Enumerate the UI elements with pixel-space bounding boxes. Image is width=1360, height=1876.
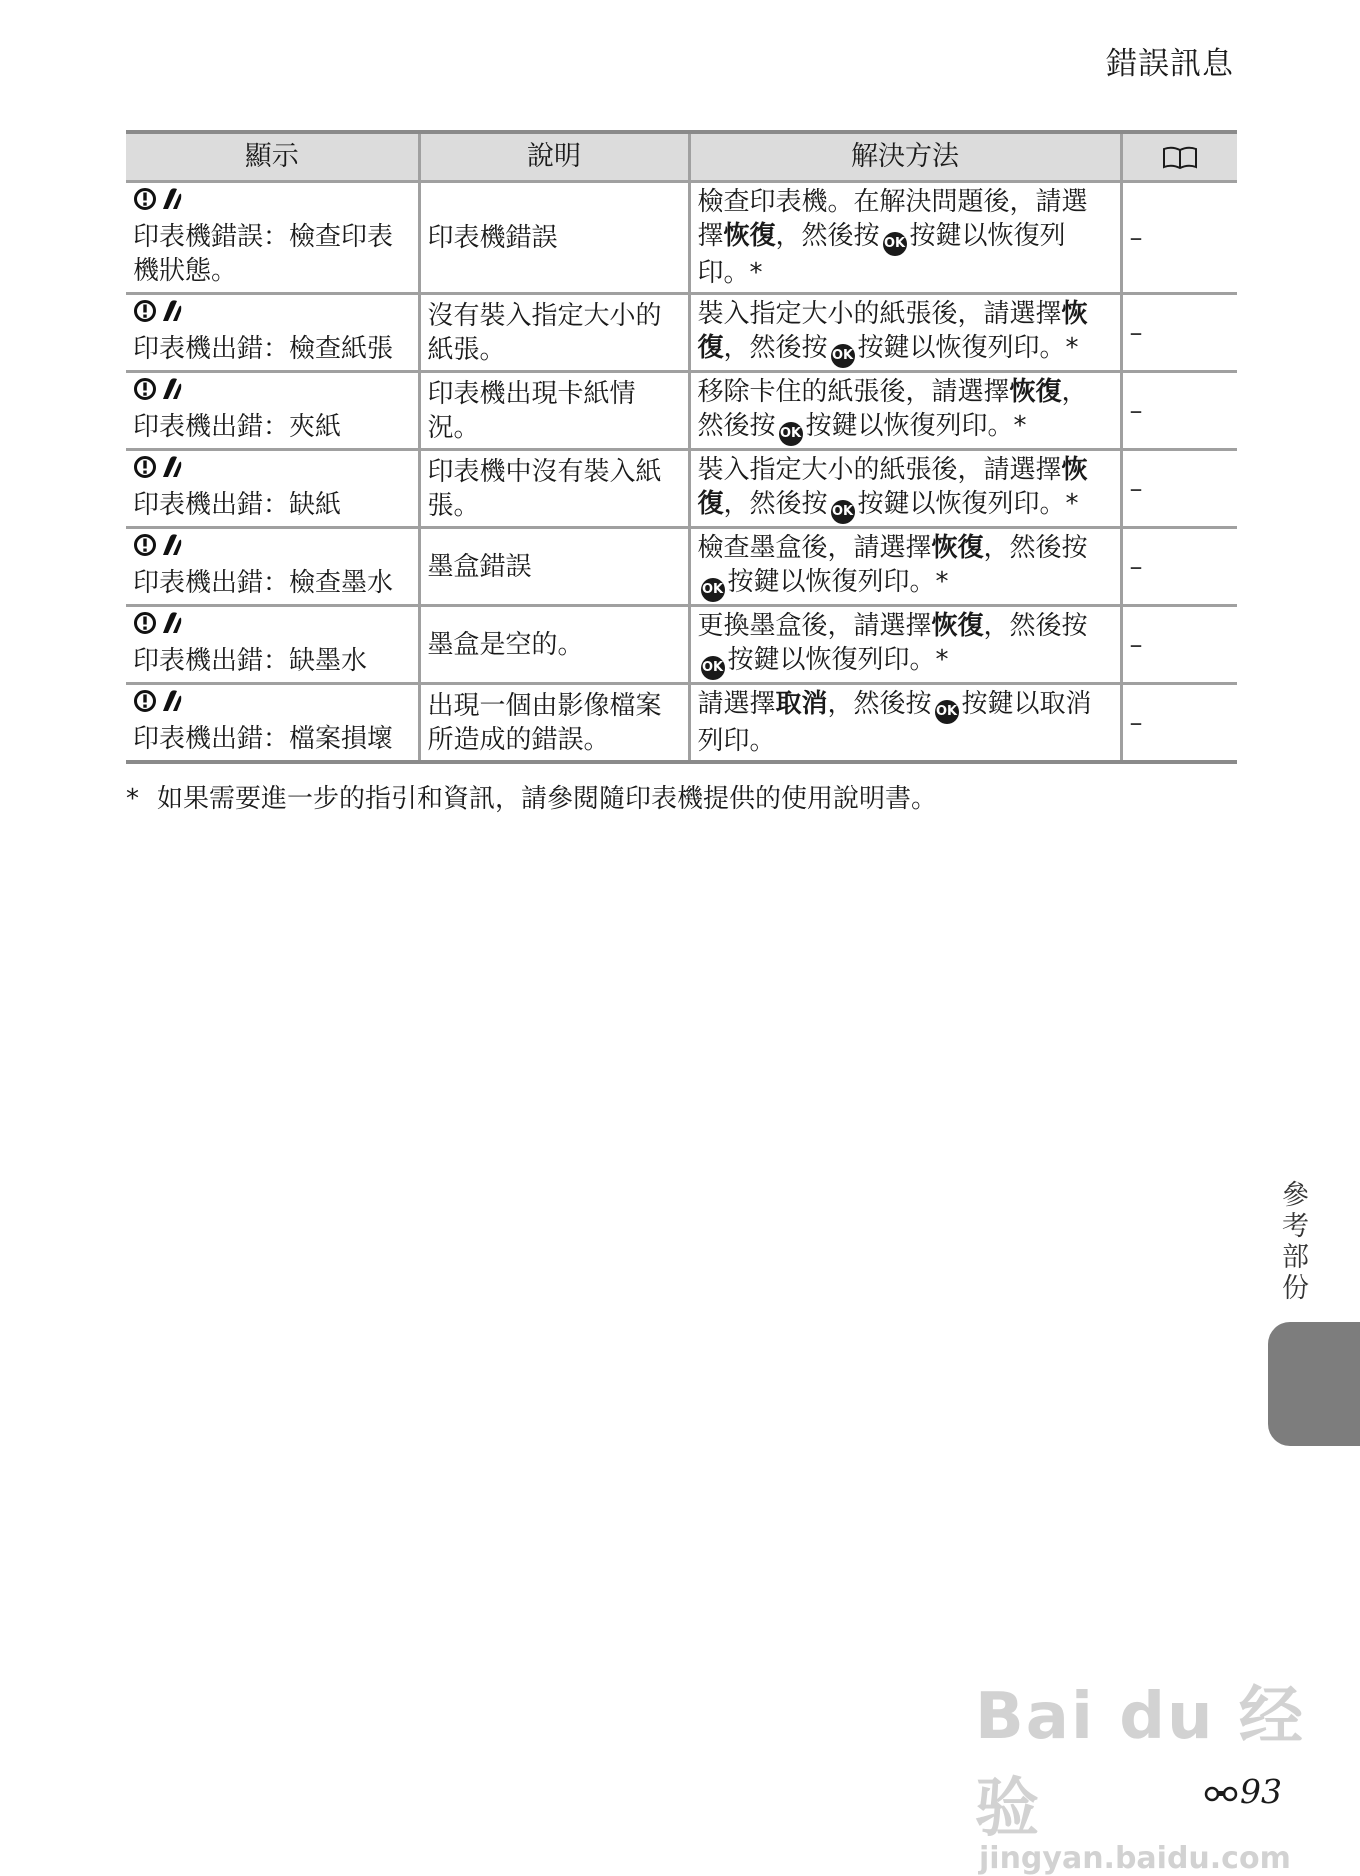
description-cell: 出現一個由影像檔案所造成的錯誤。 [419,684,689,763]
ok-button-icon: OK [701,656,725,680]
display-cell [126,606,419,684]
warning-circle-icon [133,187,157,211]
description-cell: 墨盒錯誤 [419,528,689,606]
warning-circle-icon [133,689,157,713]
menu-option-keyword: 恢復 [697,299,1088,363]
menu-option-keyword: 取消 [775,689,828,719]
column-header-solution: 解決方法 [689,132,1121,182]
column-header-description: 說明 [419,132,689,182]
table-row [126,294,1237,372]
solution-cell [689,684,1121,763]
printer-head-icon [161,455,183,479]
ok-button-icon: OK [779,422,803,446]
watermark-main: Bai du 经验 [975,1680,1305,1846]
ok-button-icon: OK [935,700,959,724]
warning-circle-icon [133,611,157,635]
solution-text-middle: ，然後按 [723,489,828,519]
display-text: 印表機出錯：缺墨水 [133,646,368,676]
table-row [126,528,1237,606]
printer-head-icon [161,187,183,211]
printer-error-icon [133,297,183,325]
menu-option-keyword: 恢復 [697,455,1088,519]
printer-head-icon [161,377,183,401]
solution-text-end: 按鍵以恢復列印。* [857,333,1079,363]
watermark [975,1665,1360,1876]
solution-text-middle: ，然後按 [983,533,1088,563]
description-cell: 印表機錯誤 [419,182,689,294]
solution-text-end: 按鍵以取消列印。 [697,689,1092,756]
description-cell: 沒有裝入指定大小的紙張。 [419,294,689,372]
display-cell [126,684,419,763]
reference-page-cell: – [1121,684,1237,763]
ok-button-icon: OK [883,232,907,256]
ok-button-icon: OK [701,578,725,602]
printer-error-icon [133,609,183,637]
reference-page-cell: – [1121,294,1237,372]
solution-text-end: 按鍵以恢復列印。* [697,221,1066,288]
display-cell [126,294,419,372]
solution-text-middle: ，然後按 [983,611,1088,641]
reference-page-cell: – [1121,182,1237,294]
reference-page-cell: – [1121,372,1237,450]
solution-text-middle: ，然後按 [827,689,932,719]
table-row [126,182,1237,294]
table-row [126,372,1237,450]
reference-page-cell: – [1121,606,1237,684]
solution-cell [689,528,1121,606]
display-text: 印表機錯誤：檢查印表機狀態。 [133,222,394,286]
side-thumb-tab [1268,1322,1360,1446]
solution-cell [689,606,1121,684]
reference-page-cell: – [1121,450,1237,528]
page-section-title: 錯誤訊息 [1106,46,1234,82]
printer-head-icon [161,689,183,713]
display-text: 印表機出錯：檔案損壞 [133,724,394,754]
display-cell [126,182,419,294]
printer-error-icon [133,375,183,403]
printer-error-icon [133,453,183,481]
page-number-text: 93 [1240,1772,1282,1811]
solution-text-end: 按鍵以恢復列印。* [727,645,949,675]
printer-head-icon [161,299,183,323]
solution-text-end: 按鍵以恢復列印。* [727,567,949,597]
menu-option-keyword: 恢復 [931,611,984,641]
side-section-label: 參考部份 [1277,1180,1308,1304]
solution-text-start: 裝入指定大小的紙張後，請選擇 [697,299,1062,329]
error-message-table [126,130,1237,764]
page-number [1204,1772,1282,1811]
table-row [126,684,1237,763]
display-cell [126,528,419,606]
footnote-text: 如果需要進一步的指引和資訊，請參閱隨印表機提供的使用說明書。 [157,784,938,814]
table-row [126,606,1237,684]
book-icon [1161,145,1199,171]
table-row [126,450,1237,528]
description-cell: 墨盒是空的。 [419,606,689,684]
column-header-reference [1121,132,1237,182]
solution-text-start: 請選擇 [697,689,776,719]
watermark-sub: jingyan.baidu.com [979,1841,1291,1876]
solution-cell [689,182,1121,294]
warning-circle-icon [133,377,157,401]
description-cell: 印表機出現卡紙情況。 [419,372,689,450]
printer-head-icon [161,611,183,635]
solution-text-start: 更換墨盒後，請選擇 [697,611,932,641]
display-cell [126,372,419,450]
menu-option-keyword: 恢復 [723,221,776,251]
printer-error-icon [133,185,183,213]
warning-circle-icon [133,455,157,479]
solution-text-start: 檢查墨盒後，請選擇 [697,533,932,563]
table-header-row [126,132,1237,182]
menu-option-keyword: 恢復 [1009,377,1062,407]
solution-text-middle: ，然後按 [723,333,828,363]
solution-text-end: 按鍵以恢復列印。* [857,489,1079,519]
solution-text-middle: ，然後按 [775,221,880,251]
footnote-marker: * [126,784,139,814]
display-text: 印表機出錯：夾紙 [133,412,342,442]
solution-text-start: 檢查印表機。在解決問題後，請選擇 [697,187,1088,251]
warning-circle-icon [133,533,157,557]
display-cell [126,450,419,528]
solution-text-middle: ，然後按 [697,377,1088,441]
printer-error-icon [133,531,183,559]
display-text: 印表機出錯：缺紙 [133,490,342,520]
solution-cell [689,450,1121,528]
menu-option-keyword: 恢復 [931,533,984,563]
footnote [126,778,937,815]
description-cell: 印表機中沒有裝入紙張。 [419,450,689,528]
warning-circle-icon [133,299,157,323]
printer-error-icon [133,687,183,715]
solution-text-start: 裝入指定大小的紙張後，請選擇 [697,455,1062,485]
solution-text-start: 移除卡住的紙張後，請選擇 [697,377,1010,407]
ok-button-icon: OK [831,344,855,368]
reference-page-cell: – [1121,528,1237,606]
solution-cell [689,372,1121,450]
solution-text-end: 按鍵以恢復列印。* [805,411,1027,441]
printer-head-icon [161,533,183,557]
display-text: 印表機出錯：檢查紙張 [133,334,394,364]
column-header-display: 顯示 [126,132,419,182]
ok-button-icon: OK [831,500,855,524]
solution-cell [689,294,1121,372]
display-text: 印表機出錯：檢查墨水 [133,568,394,598]
reference-section-icon [1204,1781,1238,1803]
